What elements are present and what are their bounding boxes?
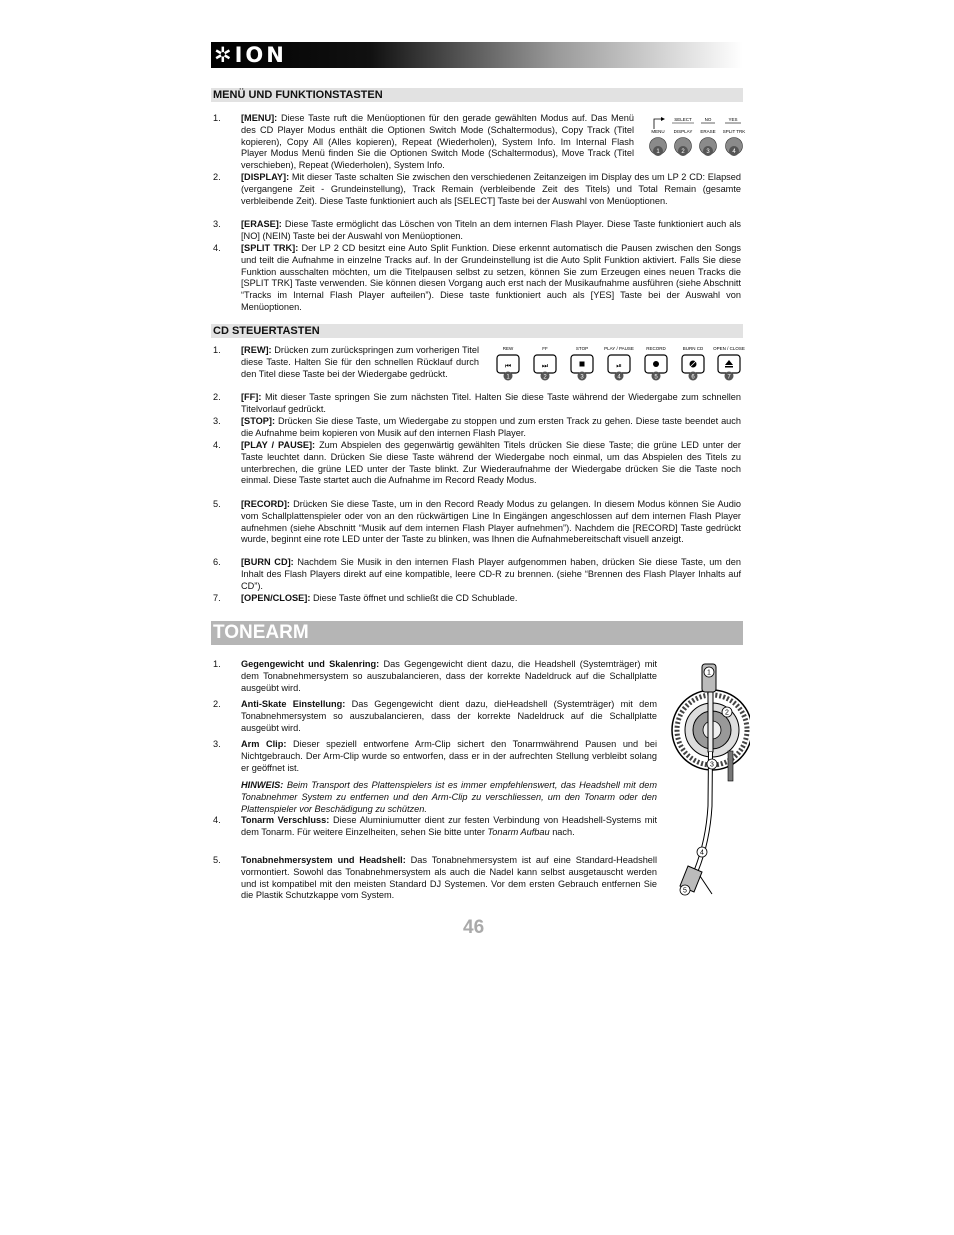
tonearm-diagram bbox=[666, 656, 750, 906]
cd-item-num: 3. bbox=[213, 416, 221, 426]
burn-cd-key bbox=[682, 346, 704, 381]
svg-text:RECORD: RECORD bbox=[646, 346, 666, 351]
stop-key bbox=[571, 346, 593, 381]
header-bar bbox=[211, 42, 743, 68]
menu-item-display: [DISPLAY]: Mit dieser Taste schalten Sie zwischen den verschiedenen Zeitanzeigen im Display des um LP 2 CD: Elapsed (vergangene Zeit - Grundeinstellung), Track Remain (verbleibende Zeit des Titels) und Total Remain (gesamte verbleibende Zeit). Diese Taste funktioniert auch als [SELECT] Taste bei der Auswahl von Menüoptionen. bbox=[241, 172, 741, 206]
svg-text:⏮: ⏮ bbox=[504, 363, 512, 370]
svg-text:⏭: ⏭ bbox=[541, 363, 549, 370]
svg-text:1: 1 bbox=[506, 374, 510, 381]
logo-text: ION bbox=[234, 43, 287, 67]
svg-text:⏯: ⏯ bbox=[616, 363, 622, 370]
cd-item-stop: [STOP]: Drücken Sie diese Taste, um Wiedergabe zu stoppen und zum ersten Track zu gehen. Diese taste beendet auch die Aufnahme beim kopieren von Musik auf den internen Flash Player. bbox=[241, 416, 741, 438]
tonearm-callout-2 bbox=[722, 707, 732, 717]
menu-section-title: MENÜ UND FUNKTIONSTASTEN bbox=[213, 89, 383, 101]
ion-star-icon: ✲ bbox=[214, 43, 235, 67]
cd-buttons-diagram bbox=[489, 343, 747, 383]
menu-key-label: MENU bbox=[651, 129, 665, 134]
svg-text:6: 6 bbox=[691, 374, 695, 381]
menu-item-num: 2. bbox=[213, 172, 221, 182]
cd-item-ff: [FF]: Mit dieser Taste springen Sie zum nächsten Titel. Halten Sie diese Taste während der Wiedergabe zum schnellen Titelvorlauf gedrückt. bbox=[241, 392, 741, 414]
menu-buttons-diagram bbox=[645, 112, 751, 162]
play-pause-key bbox=[604, 346, 634, 381]
svg-text:1: 1 bbox=[707, 669, 711, 677]
svg-text:1: 1 bbox=[656, 149, 660, 155]
menu-item-num: 3. bbox=[213, 219, 221, 229]
yes-label: YES bbox=[728, 117, 738, 122]
rew-key bbox=[497, 346, 519, 381]
svg-text:STOP: STOP bbox=[575, 346, 589, 351]
svg-text:PLAY / PAUSE: PLAY / PAUSE bbox=[604, 346, 634, 351]
svg-text:FF: FF bbox=[542, 346, 548, 351]
cd-item-num: 6. bbox=[213, 557, 221, 567]
tonearm-callout-1 bbox=[704, 667, 714, 677]
svg-text:REW: REW bbox=[502, 346, 514, 351]
tonearm-callout-5 bbox=[680, 885, 690, 895]
tonearm-item-num: 1. bbox=[213, 659, 221, 669]
cd-section-title: CD STEUERTASTEN bbox=[213, 325, 320, 337]
svg-text:5: 5 bbox=[683, 887, 687, 895]
cd-item-num: 5. bbox=[213, 499, 221, 509]
display-key bbox=[675, 138, 692, 157]
tonearm-item-num: 5. bbox=[213, 855, 221, 865]
cd-item-num: 7. bbox=[213, 593, 221, 603]
open-close-key bbox=[713, 346, 745, 381]
tonearm-item-num: 2. bbox=[213, 699, 221, 709]
menu-key bbox=[650, 138, 667, 157]
tonearm-note: HINWEIS: Beim Transport des Plattenspielers ist es immer empfehlenswert, das Headshell mit dem Tonabnehmer System zu entfernen und den Arm-Clip zu verschliessen, um den Tonarm oder den Plattenspieler vor Beschädigung zu schützen. bbox=[241, 780, 657, 814]
svg-text:2: 2 bbox=[543, 374, 547, 381]
cd-item-record: [RECORD]: Drücken Sie diese Taste, um in den Record Ready Modus zu gelangen. In diesem Modus können Sie Audio vom Schallplattenspieler oder von an den rückwärtigen Line In Eingängen angeschlossen auf dem internen Flash Player aufnehmen (siehe Abschnitt “Musik auf dem internen Flash Player aufnehmen”). Nachdem die [RECORD] Taste gedrückt wurde, beginnt eine rote LED unter der Taste zu blinken, was Ihnen die Aufnahmebereitschaft visuell anzeigt. bbox=[241, 499, 741, 545]
svg-text:4: 4 bbox=[617, 374, 621, 381]
select-label: SELECT bbox=[674, 117, 692, 122]
cd-item-num: 1. bbox=[213, 345, 221, 355]
tonearm-item-anti-skate: Anti-Skate Einstellung: Das Gegengewicht dient dazu, dieHeadshell (Systemträger) mit dem Tonabnehmersystem so auszubalancieren, dass der korrekte Nadeldruck auf die Schallplatte ausgeübt wird. bbox=[241, 699, 657, 733]
cd-item-rew: [REW]: Drücken zum zurückspringen zum vorherigen Titel diese Taste. Halten Sie für den schnellen Rücklauf durch den Titel diese Taste bei der Wiedergabe gedrückt. bbox=[241, 345, 479, 379]
tonearm-item-arm-clip: Arm Clip: Dieser speziell entworfene Arm-Clip sichert den Tonarmwährend Pausen und bei Nichtgebrauch. Der Arm-Clip wurde so entworfen, dass er in der aufrechten Stellung verbleibt solang er geöffnet ist. bbox=[241, 739, 658, 773]
svg-text:2: 2 bbox=[725, 709, 729, 717]
svg-text:4: 4 bbox=[732, 149, 736, 155]
svg-text:3: 3 bbox=[580, 374, 584, 381]
ff-key bbox=[534, 346, 556, 381]
cd-item-play-pause: [PLAY / PAUSE]: Zum Abspielen des gegenwärtig gewählten Titels drücken Sie diese Taste; die grüne LED unter der Taste leuchtet dann. Drücken Sie diese Taste während der Wiedergabe noch einmal, um das Abspielen des Titels zu unterbrechen, die grüne LED unter der Taste blinkt. Zur Wiederaufnahme der Wiedergabe drücken Sie die Taste noch einmal. Diese Taste startet auch die Aufnahme im Record Ready Modus. bbox=[241, 440, 741, 486]
splittrk-key bbox=[726, 138, 743, 157]
cd-item-num: 4. bbox=[213, 440, 221, 450]
cd-item-open-close: [OPEN/CLOSE]: Diese Taste öffnet und schließt die CD Schublade. bbox=[241, 593, 518, 603]
display-key-label: DISPLAY bbox=[673, 129, 693, 134]
tonearm-callout-3 bbox=[707, 759, 717, 769]
ion-logo bbox=[214, 43, 287, 67]
svg-text:2: 2 bbox=[681, 149, 685, 155]
tonearm-section-title: TONEARM bbox=[213, 622, 309, 643]
svg-text:5: 5 bbox=[654, 374, 658, 381]
svg-text:4: 4 bbox=[700, 849, 704, 857]
page-number: 46 bbox=[463, 917, 485, 938]
cd-item-num: 2. bbox=[213, 392, 221, 402]
menu-item-num: 4. bbox=[213, 243, 221, 253]
svg-text:3: 3 bbox=[706, 149, 710, 155]
tonearm-item-num: 3. bbox=[213, 739, 221, 749]
cd-item-burn-cd: [BURN CD]: Nachdem Sie Musik in den internen Flash Player aufgenommen haben, drücken Sie diese Taste, um den Inhalt des Flash Players direkt auf eine kompatible, leere CD-R zu brennen. (siehe “Brennen des Flash Player Inhalts auf CD”). bbox=[241, 557, 741, 591]
tonearm-item-cartridge: Tonabnehmersystem und Headshell: Das Tonabnehmersystem ist auf eine Standard-Headshell vormontiert. Sowohl das Tonabnehmersystem als auch die Nadel kann selbst ausgetauscht werden und ist kompatibel mit den meisten Standard DJ Systemen. Vor dem ersten Gebrauch entfernen Sie die Plastik Schutzkappe vom System. bbox=[241, 855, 657, 901]
menu-item-erase: [ERASE]: Diese Taste ermöglicht das Löschen von Titeln an dem internen Flash Player. Diese Taste funktioniert auch als [NO] (NEIN) Taste bei der Auswahl von Menüoptionen. bbox=[241, 219, 741, 241]
no-label: NO bbox=[704, 117, 712, 122]
tonearm-item-counterweight: Gegengewicht und Skalenring: Das Gegengewicht dient dazu, die Headshell (Systemträger) mit dem Tonabnehmersystem so auszubalancieren, dass der korrekte Nadeldruck auf die Schallplatte ausgeübt wird. bbox=[241, 659, 657, 693]
menu-item-menu: [MENU]: Diese Taste ruft die Menüoptionen für den gerade gewählten Modus auf. Das Menü des CD Player Modus enthält die Optionen Switch Mode (Schaltermodus), Copy Track (Titel kopieren), Copy All (Alles kopieren), Repeat (Wiederholen), System Info. Im Internal Flash Player Modus Menü finden Sie die Optionen Switch Mode (Schaltermodus), Move Track (Titel verschieben), Repeat (Wiederholen), System Info. bbox=[241, 113, 634, 171]
tonearm-callout-4 bbox=[697, 847, 707, 857]
tonearm-item-num: 4. bbox=[213, 815, 221, 825]
menu-item-num: 1. bbox=[213, 113, 221, 123]
erase-key bbox=[700, 138, 717, 157]
tonearm-item-lock: Tonarm Verschluss: Diese Aluminiumutter dient zur festen Verbindung von Headshell-Systems mit dem Tonarm. Für weitere Einzelheiten, sehen Sie bitte unter Tonarm Aufbau nach. bbox=[241, 815, 657, 837]
splittrk-key-label: SPLIT TRK bbox=[722, 129, 746, 134]
svg-text:BURN CD: BURN CD bbox=[682, 346, 704, 351]
menu-item-splittrk: [SPLIT TRK]: Der LP 2 CD besitzt eine Auto Split Funktion. Diese erkennt automatisch die Pausen zwischen den Songs und teilt die Aufnahme in einzelne Tracks auf. In der Grundeinstellung ist die Auto Split Funktion aktiviert. Falls Sie diese Funktion ausschalten möchten, um die Titelpausen selbst zu setzen, können Sie zum Erzeugen eines neuen Tracks die [SPLIT TRK] Taste verwenden. Sie können diesen Vorgang auch erst nach der Musikaufnahme ausführen (siehe Abschnitt “Tracks im Internal Flash Player aufteilen”). Diese taste funktioniert auch als [YES] Taste bei der Auswahl von Menüoptionen. bbox=[241, 243, 741, 312]
erase-key-label: ERASE bbox=[700, 129, 716, 134]
svg-text:3: 3 bbox=[710, 761, 714, 769]
record-key bbox=[645, 346, 667, 381]
svg-text:OPEN / CLOSE: OPEN / CLOSE bbox=[713, 346, 745, 351]
svg-text:7: 7 bbox=[727, 374, 731, 381]
